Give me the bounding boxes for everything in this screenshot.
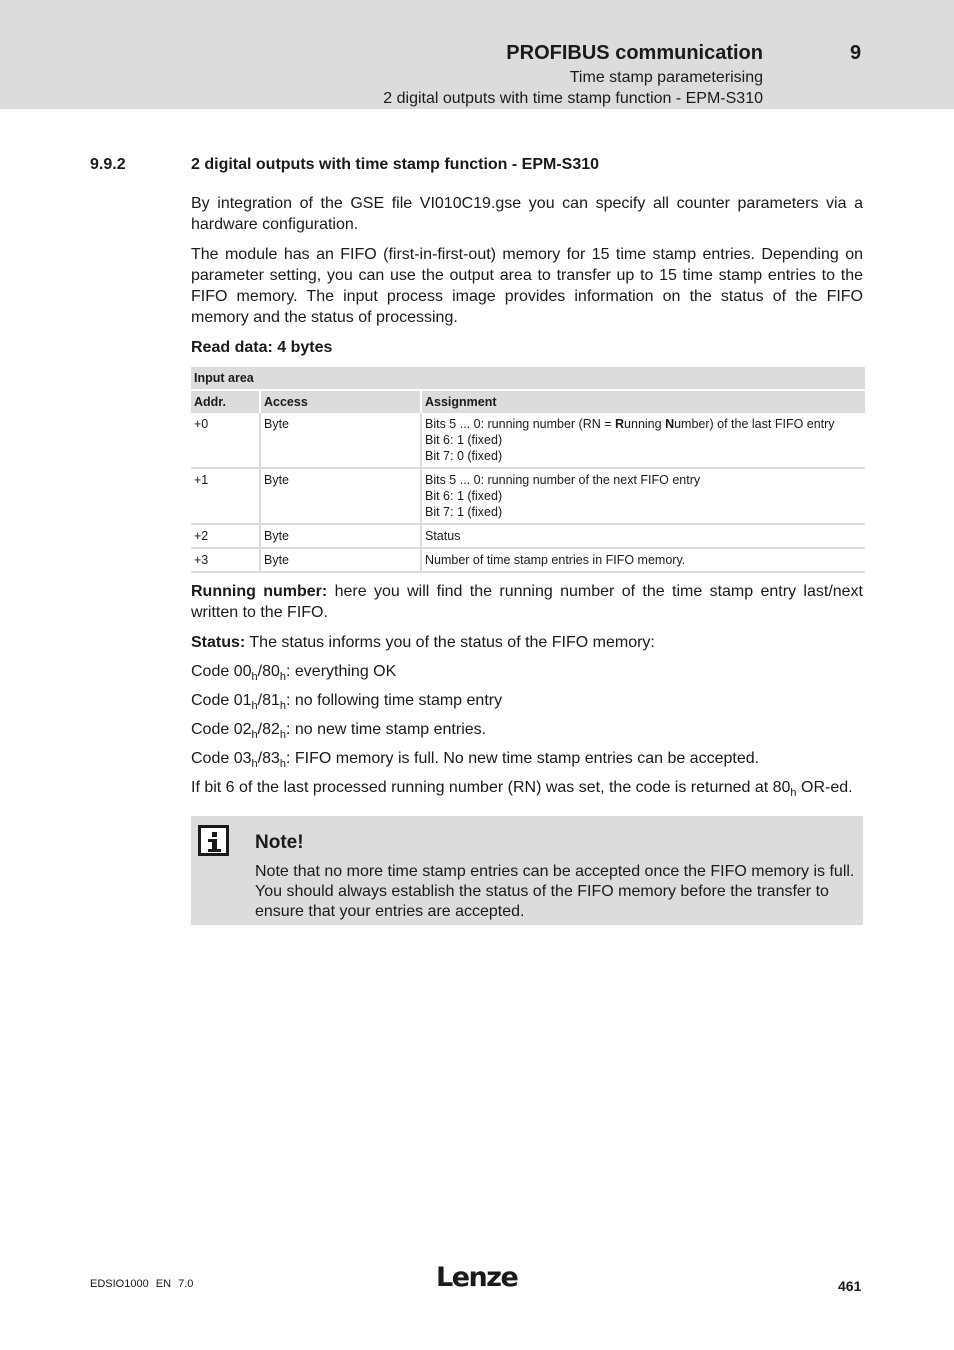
page-header (0, 0, 954, 109)
chapter-number: 9 (850, 42, 862, 64)
note-text: Note that no more time stamp entries can be accepted once the FIFO memory is full. You should always establish the status of the FIFO memory before the transfer to ensure that your entries are accepted. (255, 863, 855, 920)
cell-assignment (420, 469, 865, 525)
cell-addr: +0 (191, 413, 259, 469)
status-code-line (191, 748, 863, 769)
code-prefix: Code 00 (191, 663, 252, 680)
table-caption: Input area (191, 367, 865, 389)
header-subtitle-2: 2 digital outputs with time stamp function - EPM-S310 (383, 90, 763, 107)
main-content (191, 193, 863, 925)
hex-subscript: h (251, 758, 258, 770)
section-title: 2 digital outputs with time stamp function - EPM-S310 (191, 156, 600, 173)
status-code-line (191, 690, 863, 711)
running-number-label: Running number: (191, 583, 328, 600)
hex-subscript: h (279, 758, 286, 770)
fifo-paragraph: The module has an FIFO (first-in-first-out) memory for 15 time stamp entries. Depending on parameter setting, you can use the output area to transfer up to 15 time stamp entries to the FIFO memory. The input process image provides information on the status of the FIFO memory and the status of processing. (191, 246, 863, 326)
assignment-line: Bits 5 ... 0: running number of the next FIFO entry (425, 473, 701, 487)
hex-subscript: h (279, 700, 286, 712)
hex-subscript: h (279, 729, 286, 741)
assignment-line (425, 416, 862, 432)
assignment-text: unning (624, 417, 666, 431)
column-header-addr: Addr. (191, 389, 259, 413)
table-row (191, 413, 865, 469)
header-subtitle: Time stamp parameterising (569, 69, 763, 86)
column-header-access: Access (259, 389, 420, 413)
code-alt: /80 (257, 663, 280, 680)
running-number-text: here you will find the running number of the time stamp entry last/next written to the FIFO. (191, 583, 864, 621)
status-label: Status: (191, 634, 246, 651)
code-alt: /81 (257, 692, 280, 709)
code-description: : no new time stamp entries. (286, 721, 487, 738)
code-alt: /82 (257, 721, 280, 738)
intro-paragraph: By integration of the GSE file VI010C19.gse you can specify all counter parameters via a hardware configuration. (191, 195, 863, 233)
cell-addr: +1 (191, 469, 259, 525)
code-prefix: Code 02 (191, 721, 252, 738)
hex-subscript: h (790, 787, 797, 799)
cell-access: Byte (259, 413, 420, 469)
table-row (191, 469, 865, 525)
read-data-heading: Read data: 4 bytes (191, 339, 333, 356)
input-area-table (191, 367, 865, 573)
assignment-line: Bit 6: 1 (fixed) (425, 489, 503, 503)
hex-subscript: h (251, 729, 258, 741)
table-row (191, 549, 865, 573)
bit6-suffix: OR-ed. (796, 779, 853, 796)
header-title: PROFIBUS communication (506, 42, 763, 64)
cell-access: Byte (259, 549, 420, 573)
cell-access: Byte (259, 469, 420, 525)
hex-subscript: h (251, 671, 258, 683)
assignment-line: Bit 7: 1 (fixed) (425, 505, 503, 519)
section-number: 9.9.2 (90, 156, 126, 173)
assignment-text: Bits 5 ... 0: running number (RN = (425, 417, 616, 431)
note-box (191, 816, 863, 925)
page-number: 461 (838, 1278, 862, 1294)
note-title: Note! (255, 832, 304, 853)
code-prefix: Code 01 (191, 692, 252, 709)
running-number-paragraph (191, 581, 863, 623)
bit6-text: If bit 6 of the last processed running number (RN) was set, the code is returned at 80 (191, 779, 791, 796)
status-code-line (191, 719, 863, 740)
code-alt: /83 (257, 750, 280, 767)
status-paragraph (191, 632, 863, 653)
cell-access: Byte (259, 525, 420, 549)
column-header-assignment: Assignment (420, 389, 865, 413)
document-id: EDSIO1000 EN 7.0 (90, 1278, 194, 1290)
cell-addr: +2 (191, 525, 259, 549)
cell-addr: +3 (191, 549, 259, 573)
status-text: The status informs you of the status of the FIFO memory: (245, 634, 655, 651)
code-description: : no following time stamp entry (286, 692, 503, 709)
table-row (191, 525, 865, 549)
assignment-bold: N (665, 417, 675, 431)
code-prefix: Code 03 (191, 750, 252, 767)
status-code-line (191, 661, 863, 682)
assignment-text: umber) of the last FIFO entry (674, 417, 835, 431)
hex-subscript: h (251, 700, 258, 712)
cell-assignment: Number of time stamp entries in FIFO memory. (420, 549, 865, 573)
assignment-line: Bit 7: 0 (fixed) (425, 449, 503, 463)
code-description: : everything OK (286, 663, 397, 680)
assignment-line: Bit 6: 1 (fixed) (425, 433, 503, 447)
lenze-logo: Lenze (436, 1262, 518, 1293)
cell-assignment: Status (420, 525, 865, 549)
code-description: : FIFO memory is full. No new time stamp entries can be accepted. (286, 750, 760, 767)
bit6-paragraph (191, 777, 863, 798)
hex-subscript: h (279, 671, 286, 683)
cell-assignment (420, 413, 865, 469)
info-icon (198, 825, 229, 856)
assignment-bold: R (615, 417, 625, 431)
